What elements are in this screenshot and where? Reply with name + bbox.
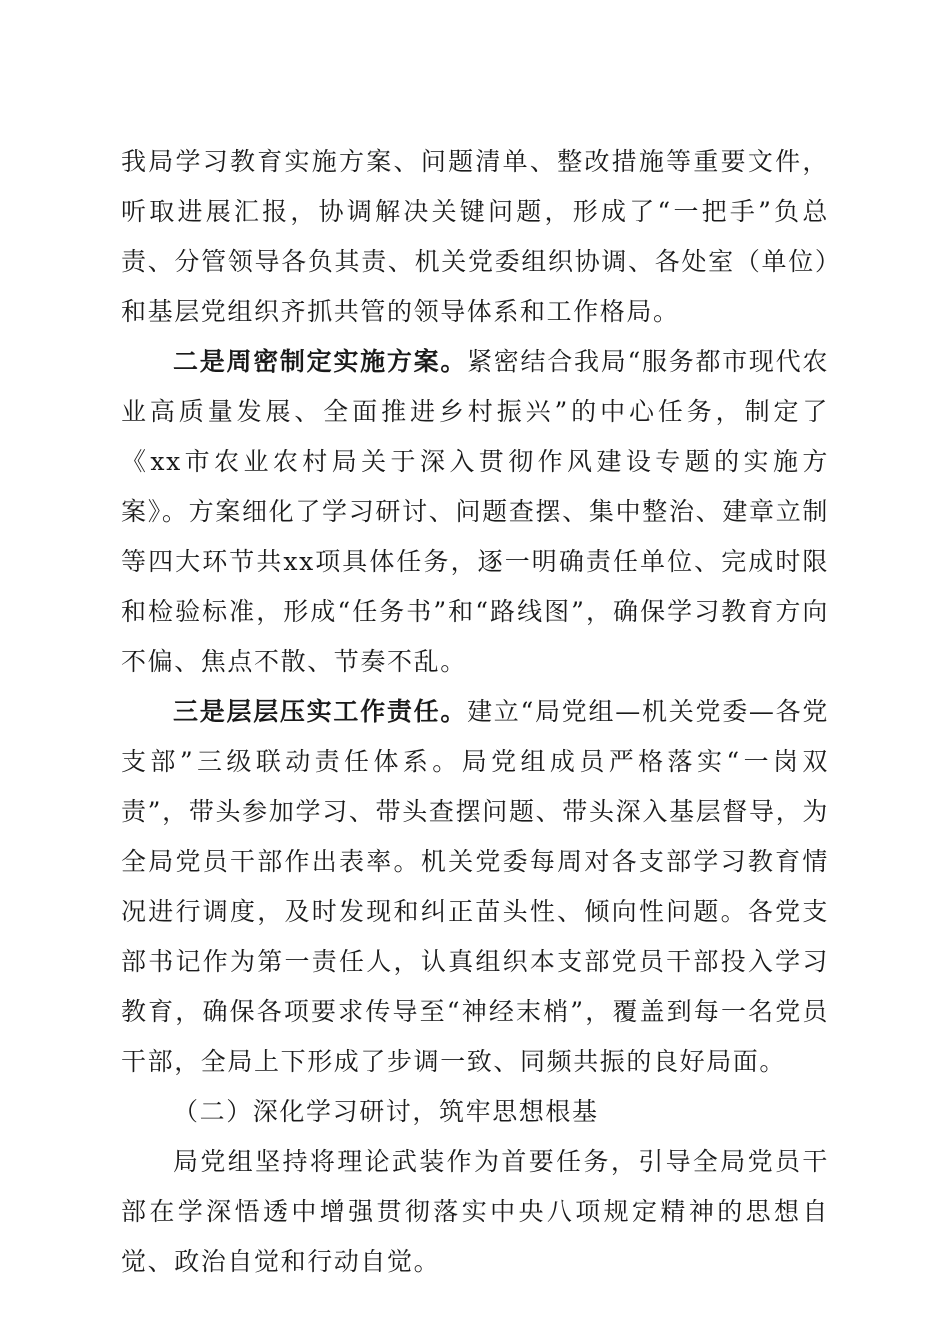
document-body	[121, 137, 829, 1287]
paragraph-text: 建立“局党组—机关党委—各党支部”三级联动责任体系。局党组成员严格落实“一岗双责”，带头参加学习、带头查摆问题、带头深入基层督导，为全局党员干部作出表率。机关党委每周对各支部学习教育情况进行调度，及时发现和纠正苗头性、倾向性问题。各党支部书记作为第一责任人，认真组织本支部党员干部投入学习教育，确保各项要求传导至“神经末梢”，覆盖到每一名党员干部，全局上下形成了步调一致、同频共振的良好局面。	[121, 697, 829, 1076]
paragraph-implementation-plan	[121, 337, 829, 687]
paragraph-responsibility	[121, 687, 829, 1087]
paragraph-continuation	[121, 137, 829, 337]
paragraph-text: 我局学习教育实施方案、问题清单、整改措施等重要文件，听取进展汇报，协调解决关键问题，形成了“一把手”负总责、分管领导各负其责、机关党委组织协调、各处室（单位）和基层党组织齐抓共管的领导体系和工作格局。	[121, 147, 829, 326]
paragraph-closing: 局党组坚持将理论武装作为首要任务，引导全局党员干部在学深悟透中增强贯彻落实中央八项规定精神的思想自觉、政治自觉和行动自觉。	[121, 1147, 829, 1276]
paragraph-lead: 二是周密制定实施方案。	[173, 347, 468, 376]
paragraph-text: 紧密结合我局“服务都市现代农业高质量发展、全面推进乡村振兴”的中心任务，制定了《xx市农业农村局关于深入贯彻作风建设专题的实施方案》。方案细化了学习研讨、问题查摆、集中整治、建章立制等四大环节共xx项具体任务，逐一明确责任单位、完成时限和检验标准，形成“任务书”和“路线图”，确保学习教育方向不偏、焦点不散、节奏不乱。	[121, 347, 829, 676]
section-heading: （二）深化学习研讨，筑牢思想根基	[173, 1097, 599, 1126]
paragraph-lead: 三是层层压实工作责任。	[173, 697, 468, 726]
